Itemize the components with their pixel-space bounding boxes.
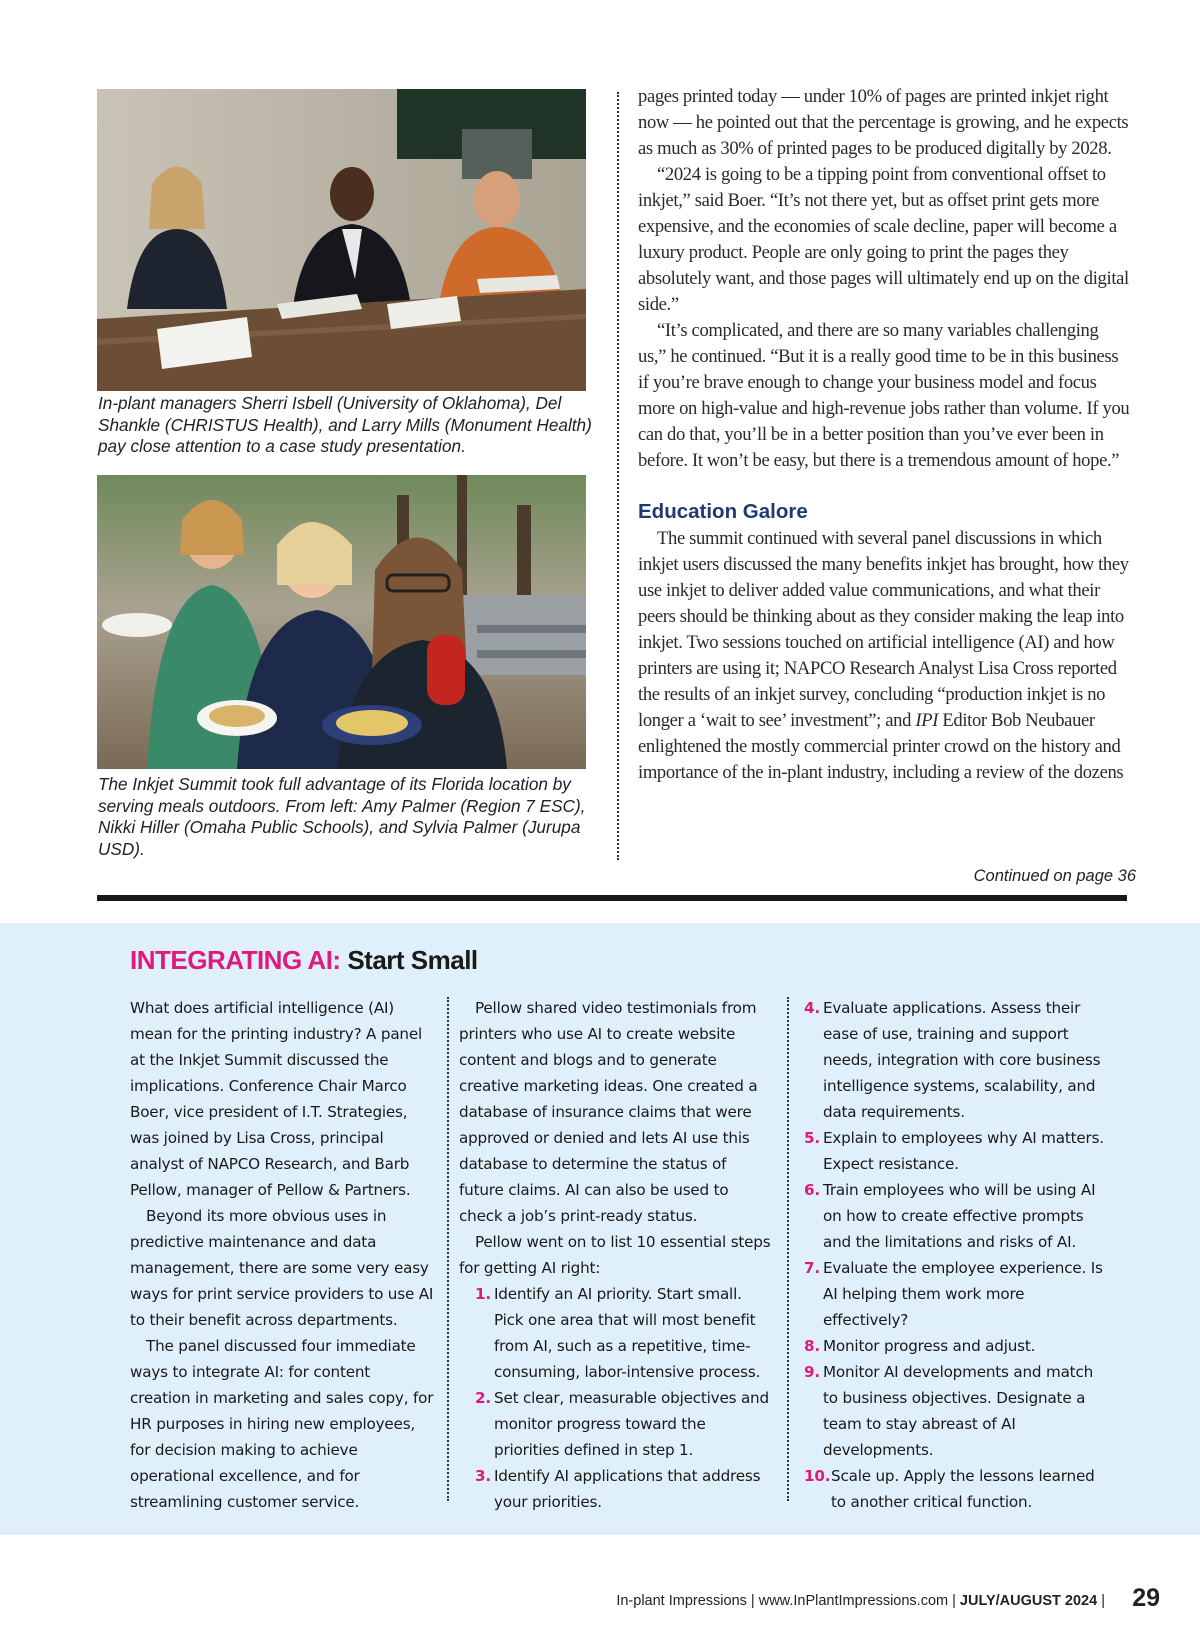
step-text: Train employees who will be using AI on how to create effective prompts and the limitations and risks of AI. <box>823 1181 1096 1251</box>
section-divider <box>97 895 1127 901</box>
sidebar-paragraph: Pellow went on to list 10 essential steps for getting AI right: <box>459 1233 771 1277</box>
footer-separator: | <box>1097 1593 1105 1609</box>
conference-photo <box>97 89 586 391</box>
list-item <box>804 1125 1104 1177</box>
photo-caption: In-plant managers Sherri Isbell (University of Oklahoma), Del Shankle (CHRISTUS Health), and Larry Mills (Monument Health) pay close attention to a case study presentation. <box>98 393 592 456</box>
publication-name: IPI <box>915 710 939 731</box>
sidebar-column-3 <box>804 995 1104 1515</box>
step-text: Identify an AI priority. Start small. Pick one area that will most benefit from AI, such as a repetitive, time-consuming, labor-intensive process. <box>494 1285 761 1381</box>
list-item <box>804 1333 1104 1359</box>
step-number: 6. <box>804 1181 820 1199</box>
article-paragraph <box>638 526 1130 786</box>
article-paragraph: “2024 is going to be a tipping point from conventional offset to inkjet,” said Boer. “It’s not there yet, but as offset print gets more expensive, and the economies of scale decline, paper will become a luxury product. People are only going to print the pages they absolutely want, and those pages will ultimately end up on the digital side.” <box>638 164 1129 315</box>
column-divider <box>787 997 789 1501</box>
sidebar-paragraph: Pellow shared video testimonials from printers who use AI to create website content and blogs and to generate creative marketing ideas. One created a database of insurance claims that were approved or denied and lets AI use this database to determine the status of future claims. AI can also be used to check a job’s print-ready status. <box>459 999 758 1225</box>
sidebar-paragraph: What does artificial intelligence (AI) mean for the printing industry? A panel at the Inkjet Summit discussed the implications. Conference Chair Marco Boer, vice president of I.T. Strategies, was joined by Lisa Cross, principal analyst of NAPCO Research, and Barb Pellow, manager of Pellow & Partners. <box>130 999 423 1199</box>
page-number: 29 <box>1132 1584 1160 1612</box>
sidebar-column-1 <box>130 995 435 1515</box>
step-text: Scale up. Apply the lessons learned to another critical function. <box>831 1467 1095 1511</box>
article-text: Editor Bob Neubauer enlightened the mostly commercial printer crowd on the history and importance of the in-plant industry, including a review of the dozens <box>638 710 1124 783</box>
conference-photo-image <box>97 89 586 391</box>
step-number: 3. <box>475 1467 491 1485</box>
outdoor-meal-photo-image <box>97 475 586 769</box>
article-paragraph: “It’s complicated, and there are so many variables challenging us,” he continued. “But it is a really good time to be in this business if you’re brave enough to change your business model and focus more on high-value and high-revenue jobs rather than volume. If you can do that, you’ll be in a better position than you’ve ever been in before. It won’t be easy, but there is a tremendous amount of hope.” <box>638 320 1130 471</box>
outdoor-meal-photo <box>97 475 586 769</box>
footer-publication: In-plant Impressions | www.InPlantImpressions.com | <box>616 1593 960 1609</box>
page-footer <box>616 1593 1105 1609</box>
step-text: Monitor AI developments and match to business objectives. Designate a team to stay abreast of AI developments. <box>823 1363 1094 1459</box>
list-item <box>804 1359 1104 1463</box>
list-item <box>804 1255 1104 1333</box>
article-text: The summit continued with several panel discussions in which inkjet users discussed the many benefits inkjet has brought, how they use inkjet to deliver added value communications, and what their peers should be thinking about as they consider making the leap into inkjet. Two sessions touched on artificial intelligence (AI) and how printers are using it; NAPCO Research Analyst Lisa Cross reported the results of an inkjet survey, concluding “production inkjet is no longer a ‘wait to see’ investment”; and <box>638 528 1129 731</box>
photo-caption: The Inkjet Summit took full advantage of its Florida location by serving meals outdoors. From left: Amy Palmer (Region 7 ESC), Nikki Hiller (Omaha Public Schools), and Sylvia Palmer (Jurupa USD). <box>98 774 586 859</box>
sidebar-paragraph: The panel discussed four immediate ways to integrate AI: for content creation in marketing and sales copy, for HR purposes in hiring new employees, for decision making to achieve operational excellence, and for streamlining customer service. <box>130 1337 434 1511</box>
step-number: 8. <box>804 1337 820 1355</box>
list-item <box>804 995 1104 1125</box>
step-number: 9. <box>804 1363 820 1381</box>
steps-list <box>459 1281 774 1515</box>
step-text: Set clear, measurable objectives and monitor progress toward the priorities defined in step 1. <box>494 1389 769 1459</box>
step-number: 7. <box>804 1259 820 1277</box>
step-number: 2. <box>475 1389 491 1407</box>
footer-issue: JULY/AUGUST 2024 <box>959 1593 1098 1609</box>
list-item <box>475 1463 774 1515</box>
sidebar-title-accent: INTEGRATING AI: <box>130 945 341 975</box>
step-number: 4. <box>804 999 820 1017</box>
sidebar-column-2 <box>459 995 774 1515</box>
continued-link[interactable]: Continued on page 36 <box>973 867 1136 885</box>
sidebar-title <box>130 945 478 976</box>
article-body <box>638 84 1130 786</box>
step-number: 10. <box>804 1467 831 1485</box>
step-text: Monitor progress and adjust. <box>823 1337 1036 1355</box>
step-text: Evaluate the employee experience. Is AI helping them work more effectively? <box>823 1259 1103 1329</box>
step-number: 5. <box>804 1129 820 1147</box>
sidebar-title-rest: Start Small <box>340 945 478 975</box>
step-number: 1. <box>475 1285 491 1303</box>
step-text: Evaluate applications. Assess their ease of use, training and support needs, integration with core business intelligence systems, scalability, and data requirements. <box>823 999 1101 1121</box>
list-item <box>475 1385 774 1463</box>
column-divider <box>447 997 449 1501</box>
section-heading: Education Galore <box>638 500 808 523</box>
list-item <box>804 1463 1104 1515</box>
article-paragraph: pages printed today — under 10% of pages are printed inkjet right now — he pointed out that the percentage is growing, and he expects as much as 30% of printed pages to be produced digitally by 2028. <box>638 86 1129 159</box>
sidebar-paragraph: Beyond its more obvious uses in predictive maintenance and data management, there are some very easy ways for print service providers to use AI to their benefit across departments. <box>130 1207 434 1329</box>
step-text: Explain to employees why AI matters. Expect resistance. <box>823 1129 1104 1173</box>
list-item <box>804 1177 1104 1255</box>
list-item <box>475 1281 774 1385</box>
step-text: Identify AI applications that address your priorities. <box>494 1467 761 1511</box>
column-divider <box>617 92 619 860</box>
